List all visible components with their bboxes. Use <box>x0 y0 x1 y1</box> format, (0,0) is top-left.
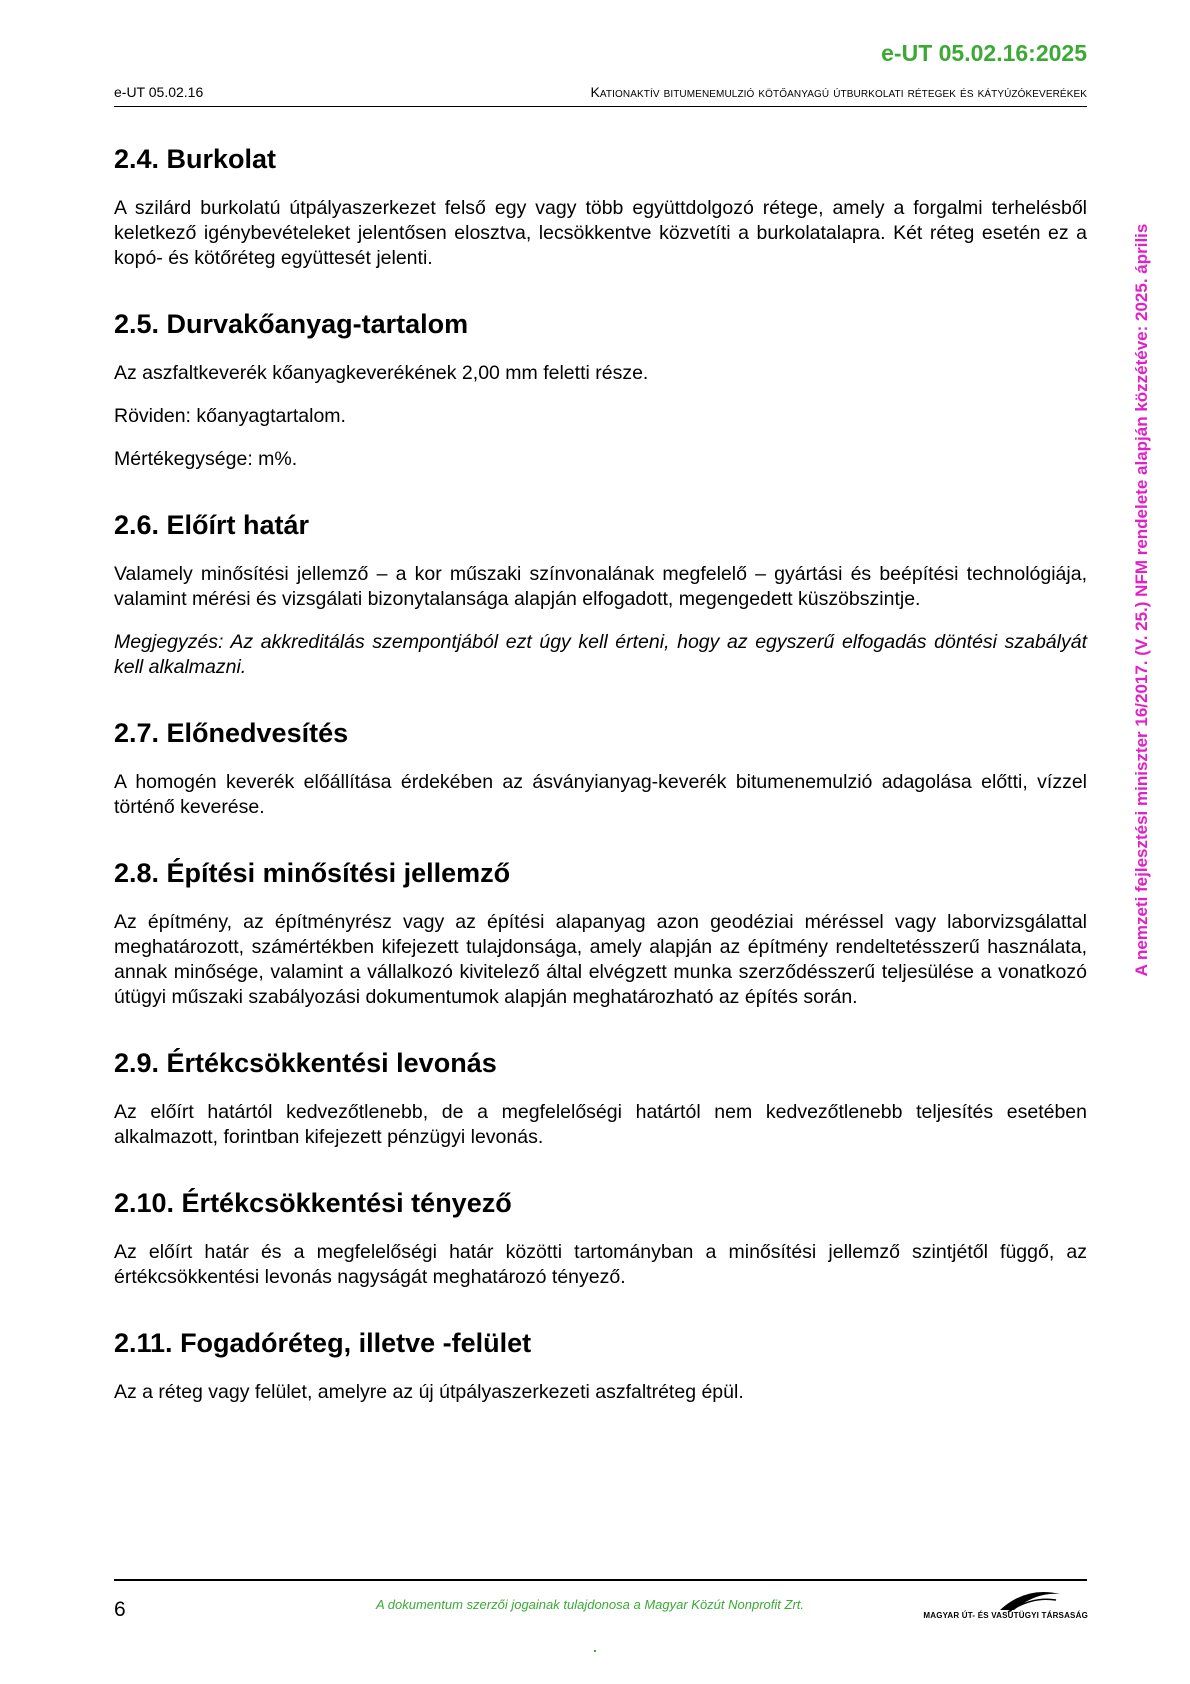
copyright-notice: A dokumentum szerzői jogainak tulajdonosa a Magyar Közút Nonprofit Zrt. <box>375 1597 804 1612</box>
section-2-8 <box>114 856 1087 1010</box>
paragraph: Az előírt határ és a megfelelőségi határ közötti tartományban a minősítési jellemző szintjétől függő, az értékcsökkentési levonás nagyságát meghatározó tényező. <box>114 1241 1087 1288</box>
section-heading: 2.9. Értékcsökkentési levonás <box>114 1048 497 1078</box>
section-2-7 <box>114 716 1087 820</box>
header-left: e-UT 05.02.16 <box>114 84 204 100</box>
organization-logo <box>923 1584 1088 1624</box>
section-2-5 <box>114 307 1087 472</box>
section-heading: 2.7. Előnedvesítés <box>114 718 349 748</box>
note-paragraph: Megjegyzés: Az akkreditálás szempontjából ezt úgy kell érteni, hogy az egyszerű elfogadás döntési szabályát kell alkalmazni. <box>114 631 1087 678</box>
section-2-4 <box>114 142 1087 271</box>
section-heading: 2.6. Előírt határ <box>114 510 310 540</box>
section-heading: 2.4. Burkolat <box>114 144 277 174</box>
side-note-text: A nemzeti fejlesztési miniszter 16/2017. (V. 25.) NFM rendelete alapján közzétéve: 2025. április <box>1132 223 1151 977</box>
paragraph: Az aszfaltkeverék kőanyagkeverékének 2,00 mm feletti része. <box>114 362 649 384</box>
document-code: e-UT 05.02.16:2025 <box>881 40 1087 66</box>
page-header <box>114 84 1087 107</box>
section-2-6 <box>114 508 1087 680</box>
paragraph: A szilárd burkolatú útpályaszerkezet felső egy vagy több együttdolgozó rétege, amely a forgalmi terhelésből keletkező igénybevételeket jelentősen elosztva, lecsökkentve közvetíti a burkolatalapra. Két réteg esetén ez a kopó- és kötőréteg együttesét jelenti. <box>114 197 1087 269</box>
paragraph: Röviden: kőanyagtartalom. <box>114 405 346 427</box>
paragraph: Az előírt határtól kedvezőtlenebb, de a megfelelőségi határtól nem kedvezőtlenebb teljesítés esetében alkalmazott, forintban kifejezett pénzügyi levonás. <box>114 1101 1087 1148</box>
header-title: Kationaktív bitumenemulzió kötőanyagú útburkolati rétegek és kátyúzókeverékek <box>590 84 1087 100</box>
paragraph: A homogén keverék előállítása érdekében az ásványianyag-keverék bitumenemulzió adagolása előtti, vízzel történő keverése. <box>114 771 1087 818</box>
paragraph: Mértékegysége: m%. <box>114 448 298 470</box>
page-number: 6 <box>114 1598 126 1621</box>
section-heading: 2.8. Építési minősítési jellemző <box>114 858 511 888</box>
section-2-9 <box>114 1046 1087 1150</box>
section-heading: 2.11. Fogadóréteg, illetve -felület <box>114 1328 532 1358</box>
section-2-11 <box>114 1326 1087 1405</box>
section-2-10 <box>114 1186 1087 1290</box>
section-heading: 2.5. Durvakőanyag-tartalom <box>114 309 469 339</box>
paragraph: Az építmény, az építményrész vagy az építési alapanyag azon geodéziai méréssel vagy laborvizsgálattal meghatározott, számértékben kifejezett tulajdonsága, amely alapján az építmény rendeltetésszerű használata, annak minősége, valamint a vállalkozó kivitelező által elvégzett munka szerződésszerű teljesülése a vonatkozó útügyi műszaki szabályozási dokumentumok alapján meghatározható az építés során. <box>114 911 1087 1008</box>
paragraph: Valamely minősítési jellemző – a kor műszaki színvonalának megfelelő – gyártási és beépítési technológiája, valamint mérési és vizsgálati bizonytalansága alapján elfogadott, megengedett küszöbszintje. <box>114 563 1087 610</box>
paragraph: Az a réteg vagy felület, amelyre az új útpályaszerkezeti aszfaltréteg épül. <box>114 1381 744 1403</box>
section-heading: 2.10. Értékcsökkentési tényező <box>114 1188 512 1218</box>
logo-text: MAGYAR ÚT- ÉS VASÚTÜGYI TÁRSASÁG <box>923 1611 1088 1620</box>
decorative-dot <box>594 1650 596 1652</box>
footer-divider <box>114 1579 1087 1581</box>
main-content <box>114 142 1087 1441</box>
